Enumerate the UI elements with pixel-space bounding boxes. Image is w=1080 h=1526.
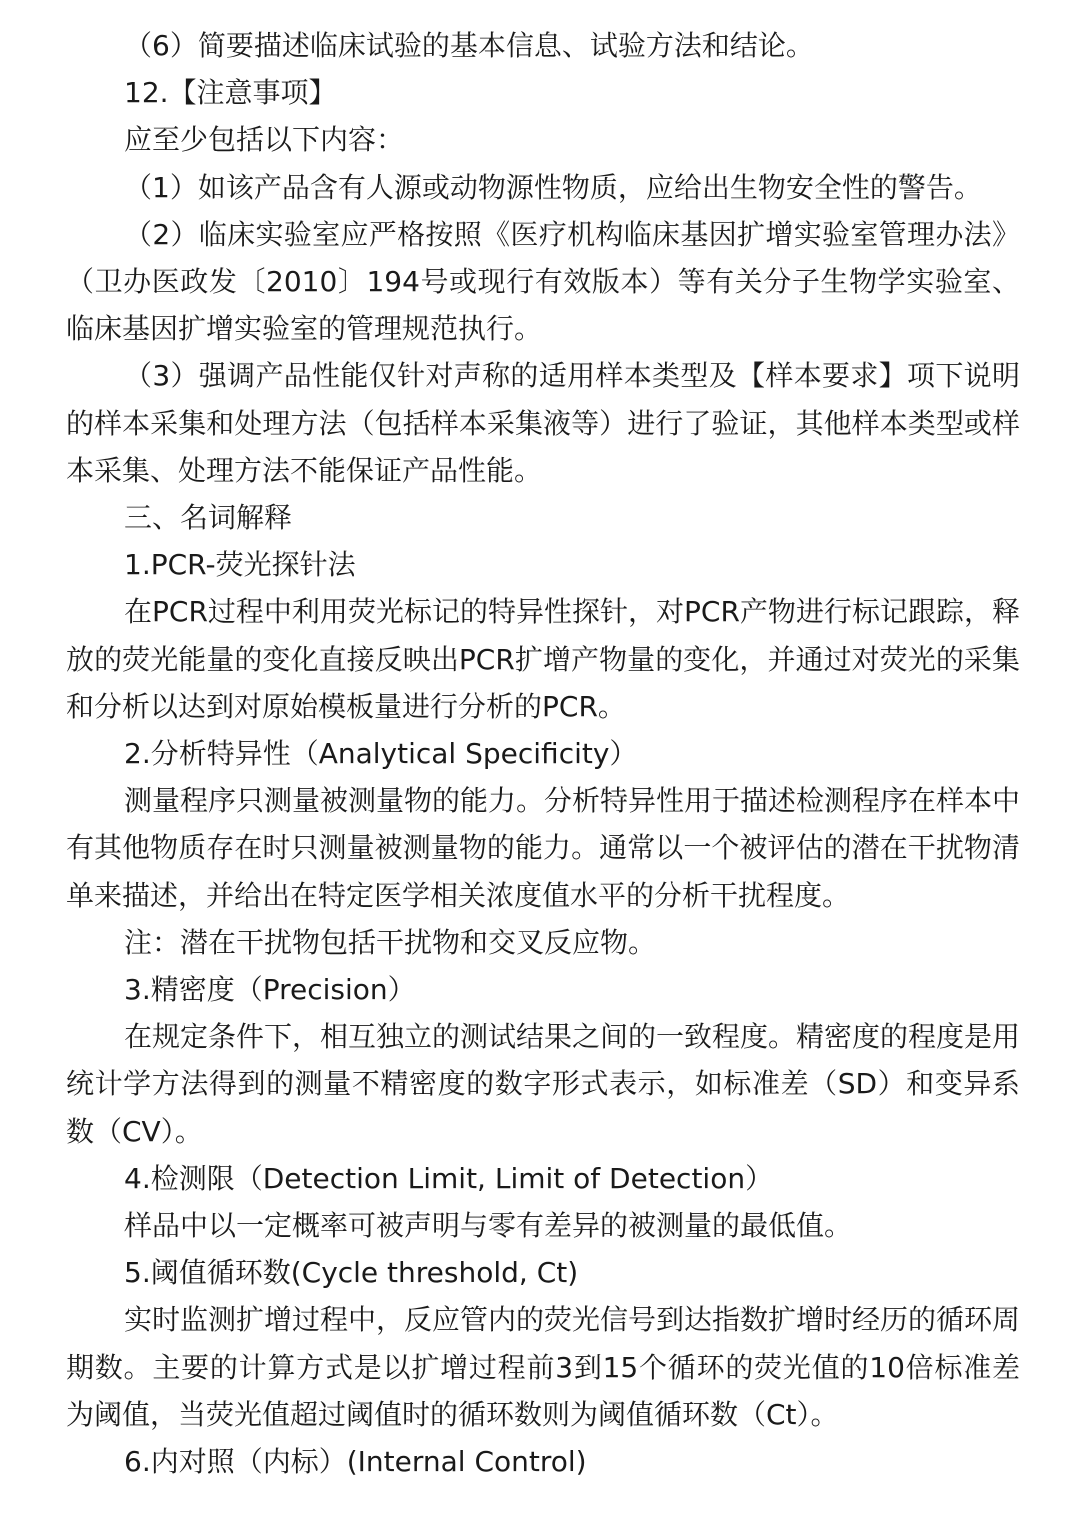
term-precision: 3.精密度（Precision）: [124, 973, 416, 1007]
definition-cycle-threshold: 实时监测扩增过程中，反应管内的荧光信号到达指数扩增时经历的循环周期数。主要的计算方式是以扩增过程前3到15个循环的荧光值的10倍标准差为阈值，当荧光值超过阈值时的循环数则为阈值循环数（Ct）。: [66, 1303, 1021, 1431]
definition-pcr-fluorescent-probe: 在PCR过程中利用荧光标记的特异性探针，对PCR产物进行标记跟踪，释放的荧光能量的变化直接反映出PCR扩增产物量的变化，并通过对荧光的采集和分析以达到对原始模板量进行分析的PCR。: [66, 595, 1020, 723]
heading-precautions: 12.【注意事项】: [124, 76, 337, 110]
term-internal-control: 6.内对照（内标）(Internal Control): [124, 1445, 587, 1479]
paragraph-precaution-2: （2）临床实验室应严格按照《医疗机构临床基因扩增实验室管理办法》（卫办医政发〔2010〕194号或现行有效版本）等有关分子生物学实验室、临床基因扩增实验室的管理规范执行。: [66, 217, 1020, 346]
definition-detection-limit: 样品中以一定概率可被声明与零有差异的被测量的最低值。: [124, 1209, 853, 1243]
paragraph-precaution-3: （3）强调产品性能仅针对声称的适用样本类型及【样本要求】项下说明的样本采集和处理方法（包括样本采集液等）进行了验证，其他样本类型或样本采集、处理方法不能保证产品性能。: [66, 359, 1020, 487]
term-pcr-fluorescent-probe: 1.PCR-荧光探针法: [124, 548, 356, 582]
term-analytical-specificity: 2.分析特异性（Analytical Specificity）: [124, 737, 638, 771]
definition-analytical-specificity: 测量程序只测量被测量物的能力。分析特异性用于描述检测程序在样本中有其他物质存在时只测量被测量物的能力。通常以一个被评估的潜在干扰物清单来描述，并给出在特定医学相关浓度值水平的分析干扰程度。: [66, 784, 1021, 912]
note-interferents: 注：潜在干扰物包括干扰物和交叉反应物。: [124, 925, 657, 959]
paragraph-precaution-1: （1）如该产品含有人源或动物源性物质，应给出生物安全性的警告。: [124, 170, 982, 204]
heading-glossary: 三、名词解释: [124, 501, 293, 535]
definition-precision: 在规定条件下，相互独立的测试结果之间的一致程度。精密度的程度是用统计学方法得到的测量不精密度的数字形式表示，如标准差（SD）和变异系数（CV）。: [66, 1020, 1021, 1148]
paragraph-clinical-trial-summary: （6）简要描述临床试验的基本信息、试验方法和结论。: [124, 29, 814, 62]
document-page: [66, 22, 1020, 1485]
term-detection-limit: 4.检测限（Detection Limit, Limit of Detection）: [124, 1161, 774, 1195]
term-cycle-threshold: 5.阈值循环数(Cycle threshold, Ct): [124, 1256, 579, 1290]
paragraph-precautions-intro: 应至少包括以下内容：: [124, 123, 405, 157]
